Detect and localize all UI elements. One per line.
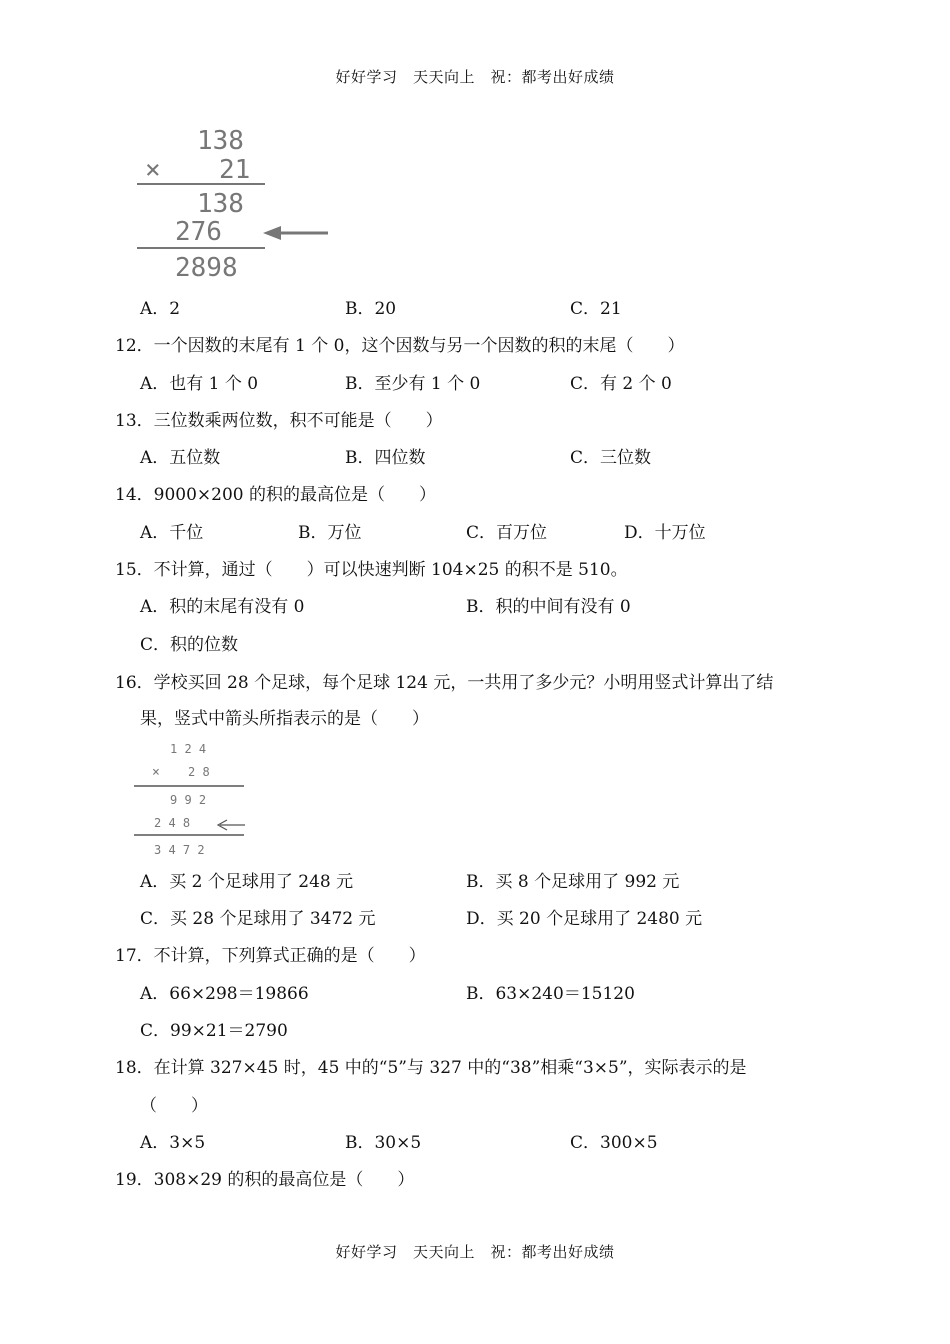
q17-option-c[interactable]: C．99×21＝2790 [140,1021,288,1041]
q12-option-a[interactable]: A．也有 1 个 0 [140,374,259,394]
q17-stem: 17．不计算，下列算式正确的是（ ） [115,946,426,966]
q14-option-d[interactable]: D．十万位 [624,523,706,543]
q18-option-a[interactable]: A．3×5 [140,1133,206,1153]
q17-option-a[interactable]: A．66×298＝19866 [140,984,309,1004]
q13-option-a[interactable]: A．五位数 [140,448,221,468]
q13-option-c[interactable]: C．三位数 [570,448,652,468]
fig1-row3: 138 [197,189,244,219]
q11-option-c[interactable]: C．21 [570,299,622,319]
q18-option-c[interactable]: C．300×5 [570,1133,658,1153]
q14-stem: 14．9000×200 的积的最高位是（ ） [115,485,436,505]
q15-option-c[interactable]: C．积的位数 [140,635,239,655]
q14-option-c[interactable]: C．百万位 [466,523,548,543]
fig2-row2: 2 8 [188,765,210,779]
fig1-row2: 21 [219,155,251,185]
q14-option-b[interactable]: B．万位 [298,523,362,543]
q18-option-b[interactable]: B．30×5 [345,1133,422,1153]
q12-option-c[interactable]: C．有 2 个 0 [570,374,672,394]
vertical-multiplication-figure-2 [130,740,250,860]
q16-stem-line-1: 16．学校买回 28 个足球，每个足球 124 元，一共用了多少元？小明用竖式计算出了结 [115,673,774,693]
q13-stem: 13．三位数乘两位数，积不可能是（ ） [115,411,443,431]
page-footer: 好好学习 天天向上 祝：都考出好成绩 [335,1243,615,1261]
fig2-row4: 2 4 8 [154,816,191,830]
q16-option-b[interactable]: B．买 8 个足球用了 992 元 [466,872,680,892]
fig1-row1: 138 [197,126,244,156]
fig2-row3: 9 9 2 [170,793,207,807]
q19-stem: 19．308×29 的积的最高位是（ ） [115,1170,415,1190]
q11-option-b[interactable]: B．20 [345,299,397,319]
q12-stem: 12．一个因数的末尾有 1 个 0，这个因数与另一个因数的积的末尾（ ） [115,336,685,356]
fig1-times-sign: × [145,155,161,185]
q16-option-a[interactable]: A．买 2 个足球用了 248 元 [140,872,354,892]
q11-option-a[interactable]: A．2 [140,299,181,319]
fig1-arrow-head [263,226,281,240]
q12-option-b[interactable]: B．至少有 1 个 0 [345,374,481,394]
q16-option-d[interactable]: D．买 20 个足球用了 2480 元 [466,909,703,929]
fig2-row1: 1 2 4 [170,742,207,756]
page-header: 好好学习 天天向上 祝：都考出好成绩 [335,68,615,86]
q15-option-a[interactable]: A．积的末尾有没有 0 [140,597,305,617]
fig1-row4: 276 [175,217,222,247]
fig1-row5: 2898 [175,253,238,282]
q18-stem-line-1: 18．在计算 327×45 时，45 中的“5”与 327 中的“38”相乘“3×5”，实际表示的是 [115,1058,747,1078]
q18-stem-line-2: （ ） [140,1096,208,1116]
vertical-multiplication-figure-1 [135,122,335,282]
q16-stem-line-2: 果，竖式中箭头所指表示的是（ ） [140,709,429,729]
q14-option-a[interactable]: A．千位 [140,523,204,543]
fig2-row5: 3 4 7 2 [154,843,205,857]
fig2-times-sign: × [152,765,160,780]
q16-option-c[interactable]: C．买 28 个足球用了 3472 元 [140,909,376,929]
q15-stem: 15．不计算，通过（ ）可以快速判断 104×25 的积不是 510。 [115,560,628,580]
q17-option-b[interactable]: B．63×240＝15120 [466,984,635,1004]
q15-option-b[interactable]: B．积的中间有没有 0 [466,597,631,617]
q13-option-b[interactable]: B．四位数 [345,448,426,468]
